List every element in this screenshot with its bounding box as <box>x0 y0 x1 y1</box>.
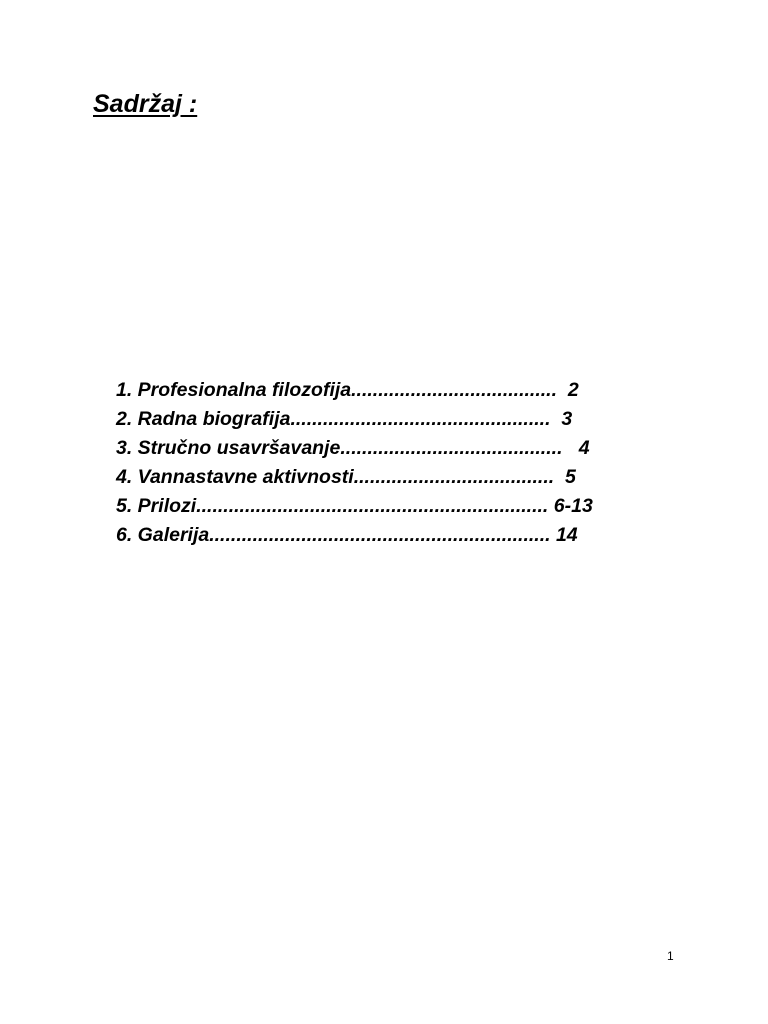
toc-entry-prilozi: 5. Prilozi................................................................. 6-13 <box>116 495 593 517</box>
page-title: Sadržaj : <box>93 90 198 118</box>
table-of-contents <box>116 376 593 550</box>
toc-entry-radna-biografija: 2. Radna biografija................................................ 3 <box>116 408 573 430</box>
toc-entry-vannastavne-aktivnosti: 4. Vannastavne aktivnosti..................................... 5 <box>116 466 576 488</box>
toc-entry-strucno-usavrsavanje: 3. Stručno usavršavanje......................................... 4 <box>116 437 590 459</box>
toc-entry-profesionalna-filozofija: 1. Profesionalna filozofija...................................... 2 <box>116 379 579 401</box>
toc-entry-galerija: 6. Galerija............................................................... 14 <box>116 524 578 546</box>
page-number: 1 <box>667 949 674 963</box>
